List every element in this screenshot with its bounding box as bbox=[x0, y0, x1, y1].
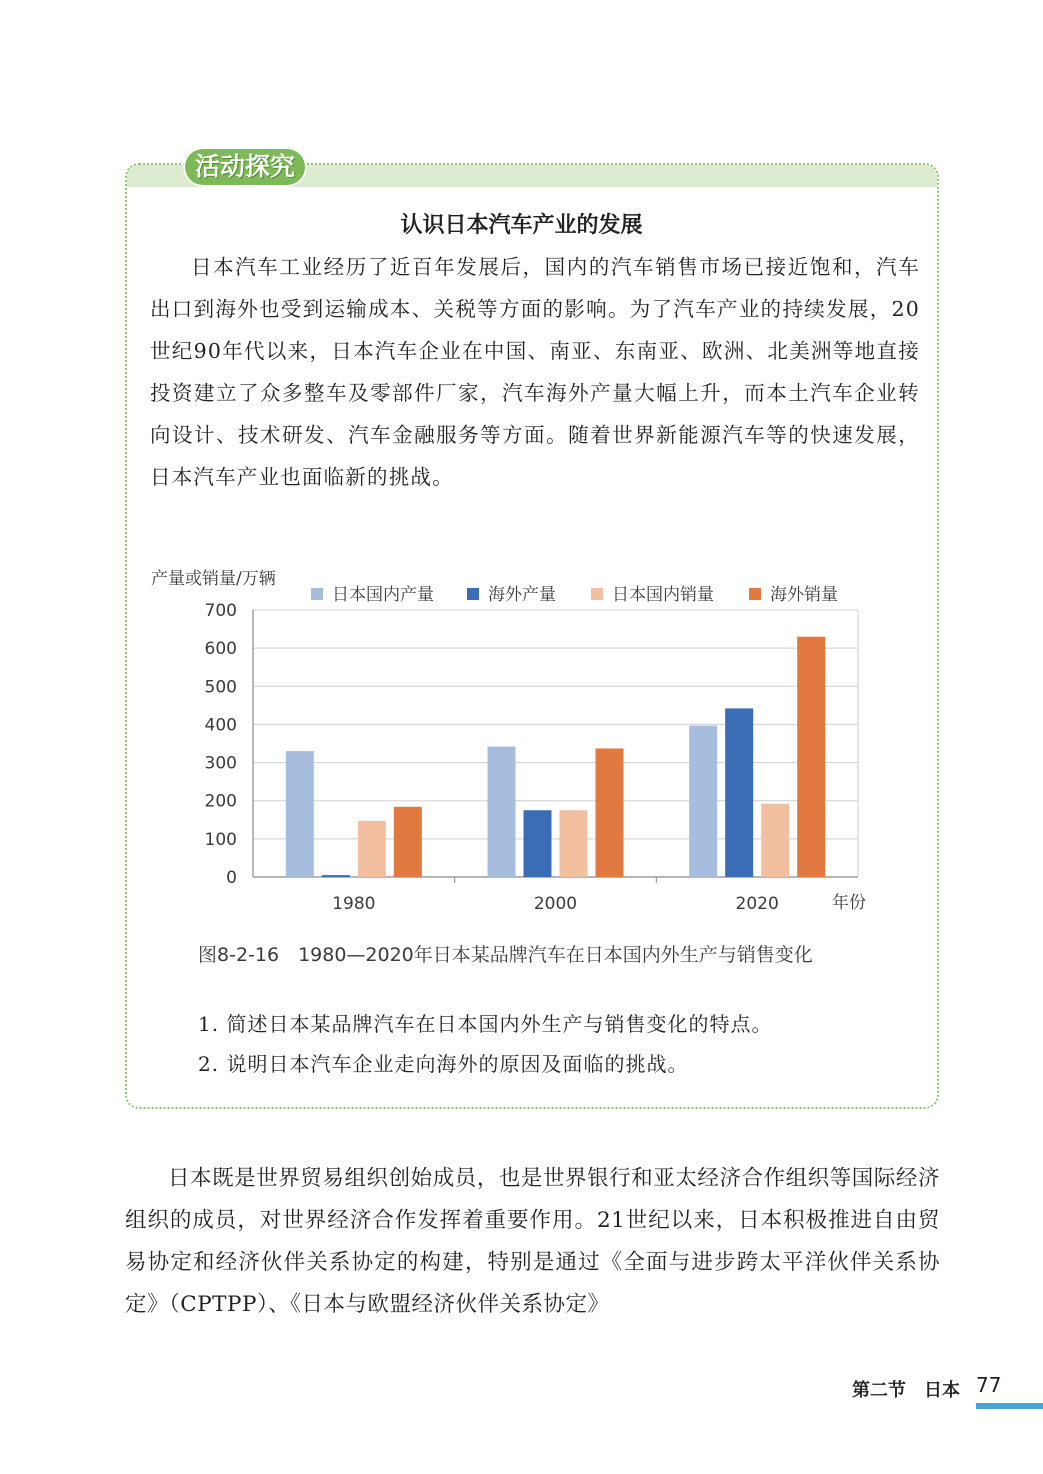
chart-bars bbox=[286, 637, 825, 877]
legend-label: 日本国内销量 bbox=[612, 585, 714, 605]
bar-2020-0 bbox=[689, 726, 717, 877]
x-tick-label: 1980 bbox=[332, 894, 376, 914]
x-tick-label: 2000 bbox=[533, 894, 578, 914]
bar-2020-1 bbox=[725, 708, 753, 877]
chart-y-axis-label: 产量或销量/万辆 bbox=[151, 569, 276, 589]
y-tick-label: 100 bbox=[204, 829, 237, 850]
y-tick-label: 500 bbox=[204, 677, 237, 698]
footer-section-label: 第二节 日本 bbox=[852, 1380, 960, 1401]
activity-paragraph: 日本汽车工业经历了近百年发展后，国内的汽车销售市场已接近饱和，汽车出口到海外也受到运输成本、关税等方面的影响。为了汽车产业的持续发展，20世纪90年代以来，日本汽车企业在中国、南亚、东南亚、欧洲、北美洲等地直接投资建立了众多整车及零部件厂家，汽车海外产量大幅上升，而本土汽车企业转向设计、技术研发、汽车金融服务等方面。随着世界新能源汽车等的快速发展，日本汽车产业也面临新的挑战。 bbox=[150, 255, 920, 489]
chart-legend bbox=[311, 585, 838, 605]
legend-label: 日本国内产量 bbox=[332, 585, 434, 605]
main-text bbox=[125, 1158, 940, 1326]
page-number: 77 bbox=[976, 1373, 1002, 1397]
bar-1980-2 bbox=[358, 821, 386, 877]
bar-2000-2 bbox=[560, 810, 588, 877]
bar-2000-0 bbox=[488, 747, 516, 877]
activity-body bbox=[150, 246, 920, 498]
bar-chart bbox=[145, 562, 885, 922]
chart-x-axis-label: 年份 bbox=[832, 893, 866, 913]
footer-accent-bar bbox=[976, 1403, 1043, 1409]
bar-2020-3 bbox=[797, 637, 825, 877]
legend-swatch bbox=[591, 588, 603, 600]
bar-2020-2 bbox=[761, 804, 789, 877]
legend-swatch bbox=[311, 588, 323, 600]
bar-1980-1 bbox=[322, 875, 350, 877]
question-2: 2. 说明日本汽车企业走向海外的原因及面临的挑战。 bbox=[198, 1052, 689, 1076]
y-tick-label: 400 bbox=[204, 715, 237, 736]
y-tick-label: 700 bbox=[204, 601, 237, 621]
chart-y-ticks bbox=[205, 601, 237, 888]
y-tick-label: 600 bbox=[204, 639, 237, 660]
question-1: 1. 简述日本某品牌汽车在日本国内外生产与销售变化的特点。 bbox=[198, 1012, 773, 1036]
bar-2000-1 bbox=[524, 810, 552, 877]
figure-caption: 图8-2-16 1980—2020年日本某品牌汽车在日本国内外生产与销售变化 bbox=[198, 944, 813, 966]
legend-swatch bbox=[467, 588, 479, 600]
legend-label: 海外销量 bbox=[770, 585, 838, 605]
bar-1980-0 bbox=[286, 751, 314, 877]
chart-x-ticks bbox=[332, 877, 779, 914]
legend-label: 海外产量 bbox=[488, 585, 556, 605]
main-paragraph: 日本既是世界贸易组织创始成员，也是世界银行和亚太经济合作组织等国际经济组织的成员，对世界经济合作发挥着重要作用。21世纪以来，日本积极推进自由贸易协定和经济伙伴关系协定的构建，特别是通过《全面与进步跨太平洋伙伴关系协定》（CPTPP）、《日本与欧盟经济伙伴关系协定》 bbox=[125, 1166, 940, 1317]
bar-1980-3 bbox=[394, 807, 422, 877]
x-tick-label: 2020 bbox=[735, 894, 779, 914]
activity-badge: 活动探究 bbox=[183, 147, 307, 187]
y-tick-label: 200 bbox=[204, 791, 237, 812]
y-tick-label: 300 bbox=[204, 753, 237, 774]
bar-2000-3 bbox=[596, 748, 624, 877]
legend-swatch bbox=[749, 588, 761, 600]
activity-title: 认识日本汽车产业的发展 bbox=[400, 213, 643, 238]
y-tick-label: 0 bbox=[226, 868, 237, 888]
